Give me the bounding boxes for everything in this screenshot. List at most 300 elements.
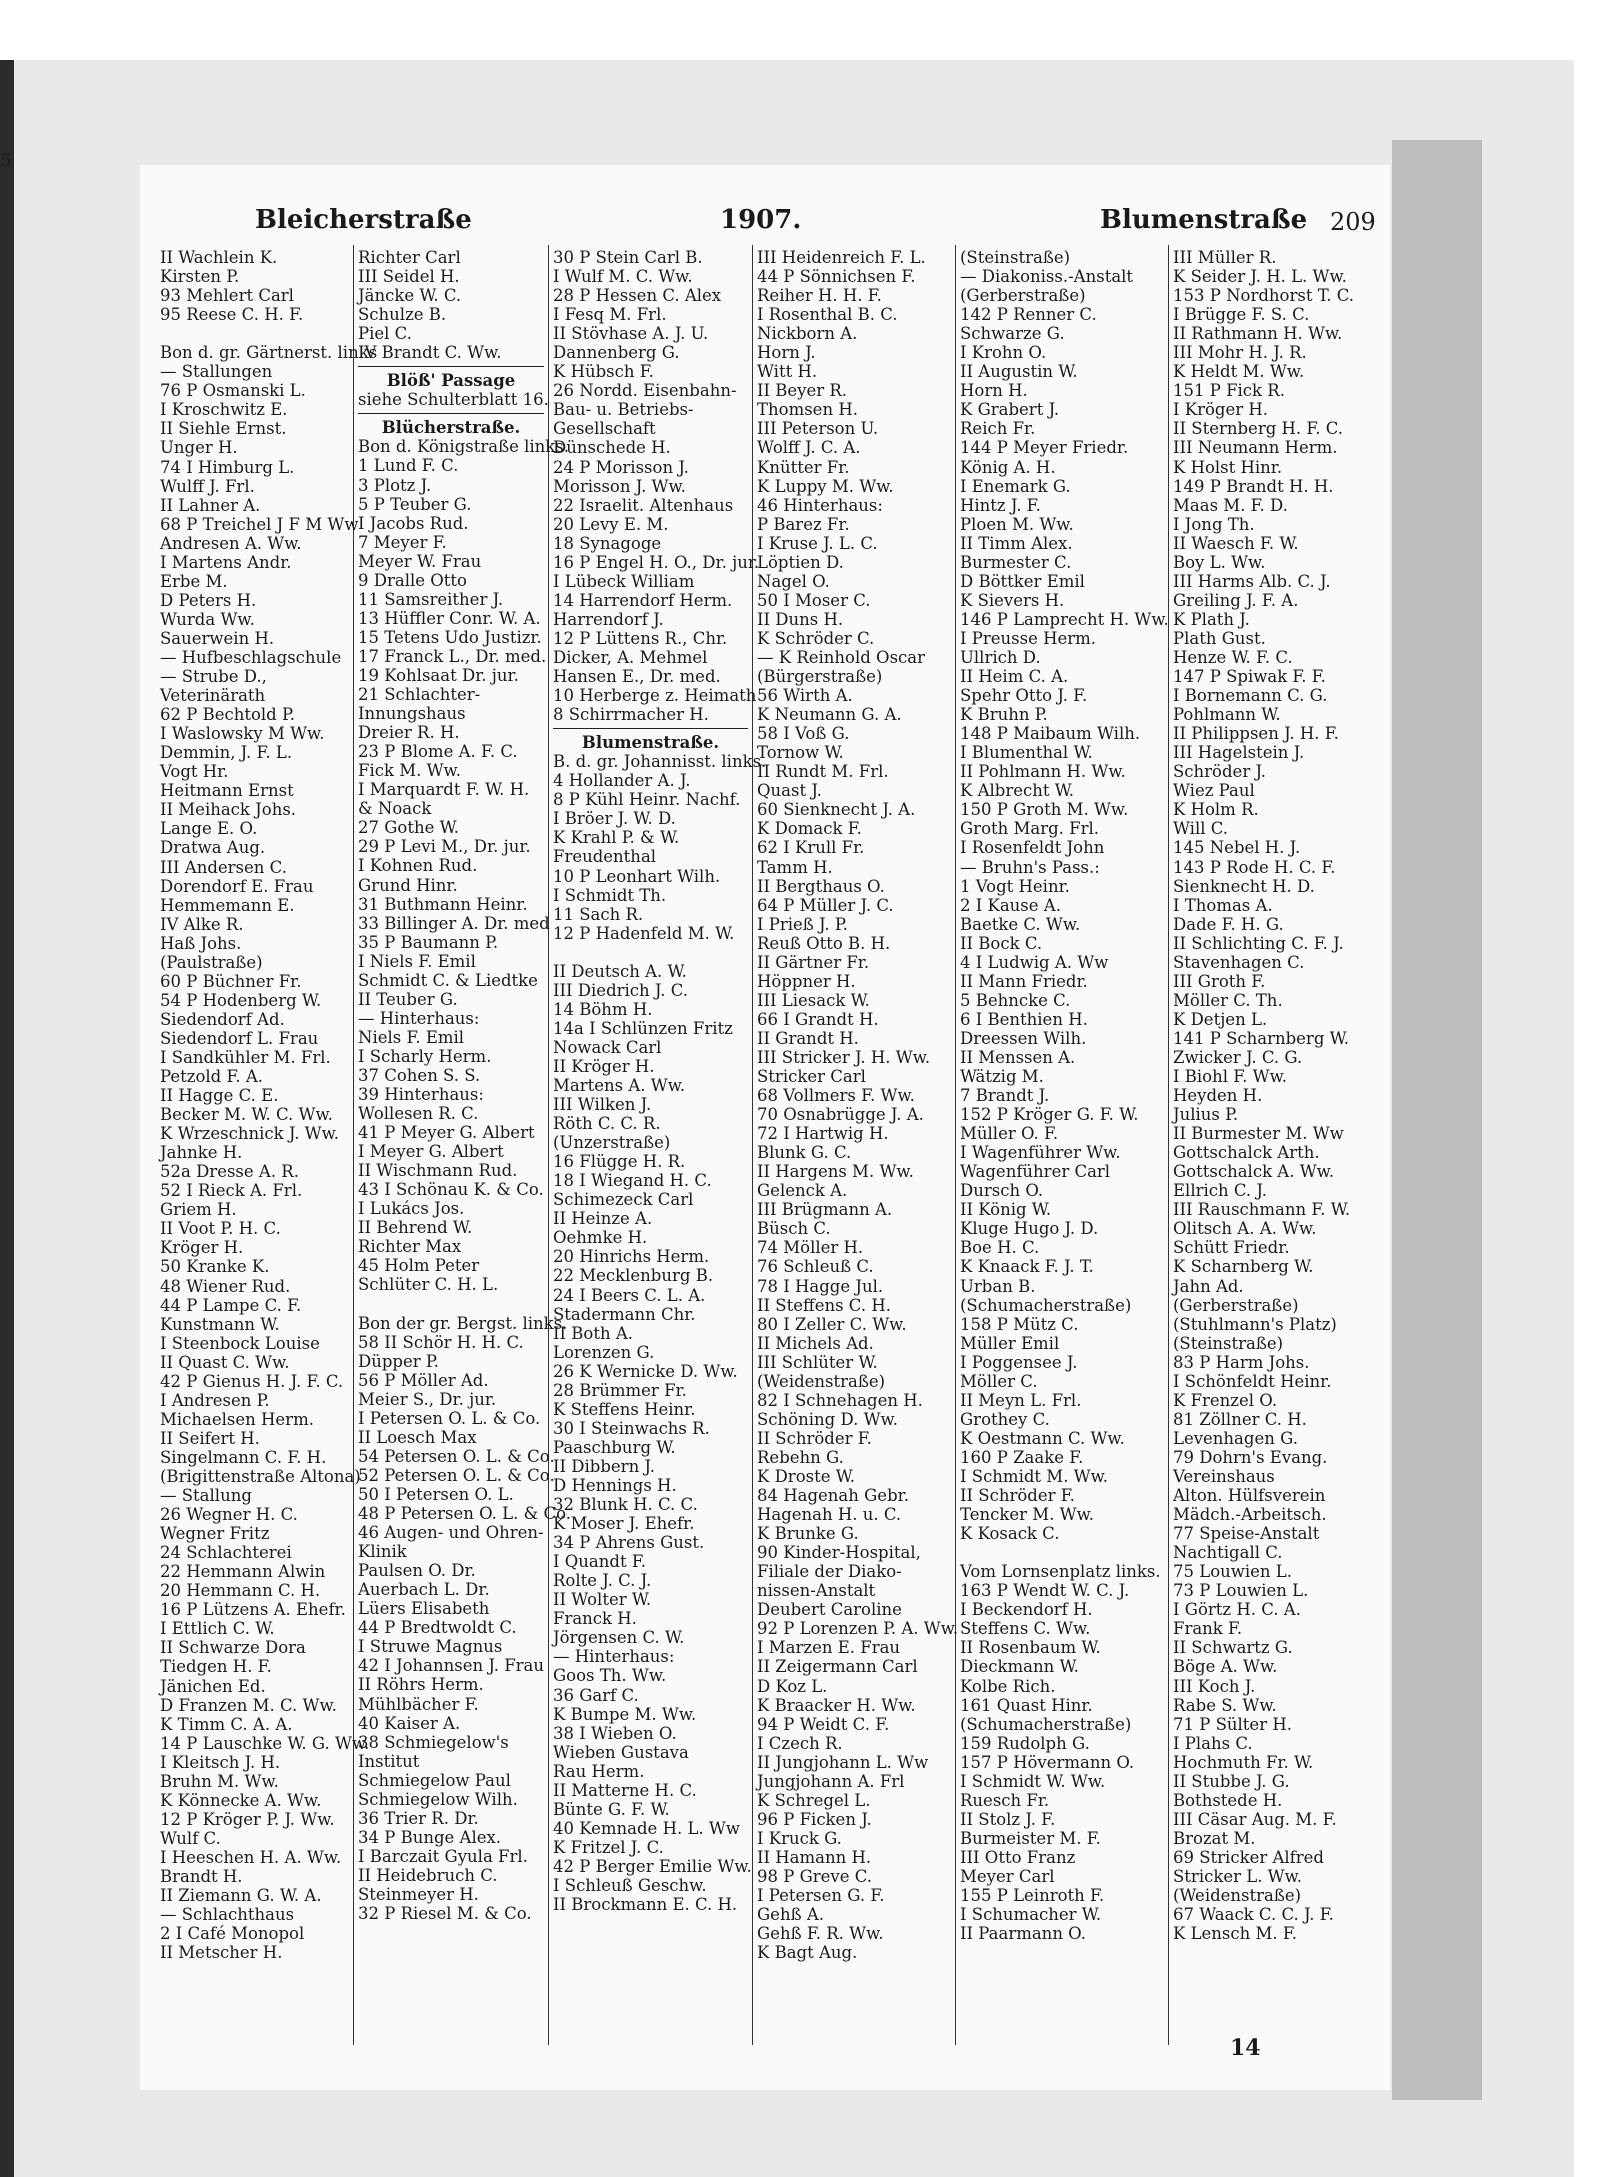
directory-entry: Wulf C.: [160, 1828, 221, 1848]
directory-entry: Jäncke W. C.: [358, 286, 462, 306]
directory-entry: Büsch C.: [757, 1219, 831, 1239]
directory-entry: Wolff J. C. A.: [757, 438, 861, 458]
directory-entry: Auerbach L. Dr.: [358, 1580, 490, 1600]
directory-entry: I Wagenführer Ww.: [960, 1143, 1121, 1163]
directory-entry: 15 Tetens Udo Justizr.: [358, 627, 542, 647]
directory-entry: III Groth F.: [1173, 971, 1266, 991]
directory-entry: 159 Rudolph G.: [960, 1733, 1090, 1753]
directory-entry: 50 I Moser C.: [757, 590, 871, 610]
directory-entry: Gottschalck Arth.: [1173, 1143, 1320, 1163]
directory-entry: I Martens Andr.: [160, 552, 292, 572]
directory-entry: 52a Dresse A. R.: [160, 1162, 299, 1182]
directory-entry: 54 Petersen O. L. & Co.: [358, 1446, 555, 1466]
directory-entry: Thomsen H.: [757, 400, 858, 420]
directory-entry: 56 Wirth A.: [757, 686, 853, 706]
directory-entry: 20 Hemmann C. H.: [160, 1581, 321, 1601]
directory-entry: Schmiegelow Paul: [358, 1770, 511, 1790]
directory-entry: II Burmester M. Ww: [1173, 1124, 1344, 1144]
directory-entry: Wagenführer Carl: [960, 1162, 1111, 1182]
directory-entry: Zwicker J. C. G.: [1173, 1047, 1303, 1067]
directory-entry: 66 I Grandt H.: [757, 1009, 879, 1029]
directory-entry: 5 P Teuber G.: [358, 494, 472, 514]
directory-entry: 38 Schmiegelow's: [358, 1732, 509, 1752]
directory-entry: Schütt Friedr.: [1173, 1238, 1290, 1258]
directory-column-1: [160, 248, 378, 1963]
directory-entry: 76 P Osmanski L.: [160, 381, 306, 401]
directory-entry: K Schröder C.: [757, 628, 875, 648]
directory-entry: 67 Waack C. C. J. F.: [1173, 1905, 1334, 1925]
directory-entry: (Bürgerstraße): [757, 667, 883, 687]
directory-entry: Wollesen R. C.: [358, 1104, 479, 1124]
directory-entry: & Noack: [358, 799, 432, 819]
directory-entry: Oehmke H.: [553, 1228, 648, 1248]
directory-entry: I Barczait Gyula Frl.: [358, 1846, 528, 1866]
directory-entry: II Heidebruch C.: [358, 1865, 498, 1885]
directory-entry: 28 P Hessen C. Alex: [553, 286, 722, 306]
directory-entry: Harrendorf J.: [553, 609, 664, 629]
directory-entry: Gehß F. R. Ww.: [757, 1924, 884, 1944]
directory-entry: 160 P Zaake F.: [960, 1447, 1084, 1467]
directory-entry: 84 Hagenah Gebr.: [757, 1486, 909, 1506]
directory-entry: K Lensch M. F.: [1173, 1924, 1298, 1944]
directory-entry: Gesellschaft: [553, 419, 656, 439]
directory-entry: K Heldt M. Ww.: [1173, 362, 1305, 382]
directory-entry: Tamm H.: [757, 857, 833, 877]
directory-entry: II Paarmann O.: [960, 1924, 1086, 1944]
directory-entry: (Steinstraße): [1173, 1333, 1284, 1353]
directory-entry: 20 Hinrichs Herm.: [553, 1247, 710, 1267]
directory-entry: Richter Carl: [358, 248, 461, 267]
directory-entry: 38 I Wieben O.: [553, 1723, 677, 1743]
directory-entry: 78 I Hagge Jul.: [757, 1276, 884, 1296]
directory-entry: 39 Hinterhaus:: [358, 1085, 484, 1105]
directory-entry: Mädch.-Arbeitsch.: [1173, 1505, 1327, 1525]
column-divider: [752, 245, 753, 2045]
directory-entry: 81 Zöllner C. H.: [1173, 1409, 1307, 1429]
directory-entry: II Timm Alex.: [960, 533, 1073, 553]
page-edge-shadow: [1392, 140, 1482, 2100]
directory-entry: K Kosack C.: [960, 1524, 1060, 1544]
directory-entry: D Peters H.: [160, 590, 257, 610]
directory-entry: (Stuhlmann's Platz): [1173, 1314, 1337, 1334]
directory-entry: II Rathmann H. Ww.: [1173, 324, 1343, 344]
directory-entry: 19 Kohlsaat Dr. jur.: [358, 665, 519, 685]
directory-entry: K Neumann G. A.: [757, 705, 902, 725]
directory-entry: K Seider J. H. L. Ww.: [1173, 267, 1347, 287]
directory-entry: 72 I Hartwig H.: [757, 1124, 889, 1144]
directory-entry: Tencker M. Ww.: [960, 1505, 1095, 1525]
directory-entry: Innungshaus: [358, 704, 466, 724]
directory-entry: II Dibbern J.: [553, 1456, 656, 1476]
directory-entry: 35 P Baumann P.: [358, 932, 499, 952]
directory-entry: Gottschalck A. Ww.: [1173, 1162, 1335, 1182]
directory-entry: Hagenah H. u. C.: [757, 1505, 902, 1525]
directory-entry: Horn H.: [960, 381, 1028, 401]
directory-entry: 82 I Schnehagen H.: [757, 1390, 923, 1410]
directory-entry: Dreessen Wilh.: [960, 1028, 1087, 1048]
directory-entry: 62 I Krull Fr.: [757, 838, 865, 858]
directory-entry: (Unzerstraße): [553, 1133, 671, 1153]
directory-entry: III Diedrich J. C.: [553, 980, 689, 1000]
street-heading: Blumenstraße.: [581, 733, 720, 753]
directory-entry: — Bruhn's Pass.:: [960, 857, 1100, 877]
directory-entry: Kolbe Rich.: [960, 1676, 1056, 1696]
directory-entry: (Gerberstraße): [1173, 1295, 1299, 1315]
directory-entry: Schlüter C. H. L.: [358, 1275, 499, 1295]
directory-entry: 10 Herberge z. Heimath: [553, 686, 757, 706]
directory-entry: II Wischmann Rud.: [358, 1161, 518, 1181]
directory-entry: K Holm R.: [1173, 800, 1259, 820]
directory-entry: 14 Harrendorf Herm.: [553, 590, 733, 610]
directory-entry: 1 Vogt Heinr.: [960, 876, 1070, 896]
directory-entry: K Brunke G.: [757, 1524, 859, 1544]
directory-entry: Richter Max: [358, 1237, 462, 1257]
directory-entry: Jörgensen C. W.: [553, 1628, 685, 1648]
directory-entry: Singelmann C. F. H.: [160, 1447, 327, 1467]
directory-entry: 93 Mehlert Carl: [160, 286, 294, 306]
directory-entry: II Michels Ad.: [757, 1333, 874, 1353]
directory-entry: II Both A.: [553, 1323, 634, 1343]
directory-entry: Siedendorf Ad.: [160, 1009, 285, 1029]
directory-entry: Kluge Hugo J. D.: [960, 1219, 1099, 1239]
directory-entry: 74 Möller H.: [757, 1238, 864, 1258]
directory-entry: Klinik: [358, 1542, 407, 1562]
directory-entry: 62 P Bechtold P.: [160, 705, 295, 725]
directory-entry: 2 I Kause A.: [960, 895, 1061, 915]
directory-entry: I Struwe Magnus: [358, 1637, 503, 1657]
directory-entry: 2 I Café Monopol: [160, 1924, 305, 1944]
directory-entry: Stavenhagen C.: [1173, 952, 1305, 972]
directory-entry: Reuß Otto B. H.: [757, 933, 891, 953]
directory-entry: — Strube D.,: [160, 667, 267, 687]
directory-entry: Unger H.: [160, 438, 238, 458]
directory-entry: III Heidenreich F. L.: [757, 248, 926, 267]
directory-entry: 94 P Weidt C. F.: [757, 1714, 890, 1734]
directory-entry: Wegner Fritz: [160, 1524, 270, 1544]
directory-entry: 80 I Zeller C. Ww.: [757, 1314, 907, 1334]
directory-entry: K Timm C. A. A.: [160, 1714, 293, 1734]
directory-entry: I Wulf M. C. Ww.: [553, 267, 693, 287]
directory-entry: II Augustin W.: [960, 362, 1078, 382]
directory-entry: Pohlmann W.: [1173, 705, 1281, 725]
directory-entry: II Grandt H.: [757, 1028, 859, 1048]
directory-entry: I Preusse Herm.: [960, 628, 1097, 648]
directory-entry: 11 Samsreither J.: [358, 589, 504, 609]
directory-entry: Blunk G. C.: [757, 1143, 852, 1163]
directory-entry: III Rauschmann F. W.: [1173, 1200, 1351, 1220]
directory-entry: 24 Schlachterei: [160, 1543, 292, 1563]
header-right-street: Blumenstraße: [1100, 205, 1308, 235]
directory-entry: I Beckendorf H.: [960, 1600, 1093, 1620]
directory-entry: Stricker L. Ww.: [1173, 1866, 1303, 1886]
directory-entry: Wätzig M.: [960, 1067, 1044, 1087]
directory-entry: Kirsten P.: [160, 267, 240, 287]
directory-entry: K Wrzeschnick J. Ww.: [160, 1124, 340, 1144]
directory-entry: Meyer W. Frau: [358, 551, 482, 571]
directory-entry: II Rosenbaum W.: [960, 1638, 1101, 1658]
directory-entry: K Braacker H. Ww.: [757, 1695, 916, 1715]
directory-entry: 43 I Schönau K. & Co.: [358, 1180, 544, 1200]
directory-entry: Witt H.: [757, 362, 818, 382]
directory-entry: II Wolter W.: [553, 1590, 652, 1610]
directory-entry: D Koz L.: [757, 1676, 828, 1696]
directory-entry: III Harms Alb. C. J.: [1173, 571, 1331, 591]
directory-entry: Erbe M.: [160, 571, 228, 591]
directory-entry: 30 P Stein Carl B.: [553, 248, 703, 267]
directory-entry: [553, 943, 748, 962]
directory-entry: I Petersen O. L. & Co.: [358, 1408, 541, 1428]
directory-entry: II Matterne H. C.: [553, 1780, 697, 1800]
directory-entry: 33 Billinger A. Dr. med: [358, 913, 550, 933]
directory-entry: Höppner H.: [757, 971, 856, 991]
directory-entry: Andresen A. Ww.: [160, 533, 302, 553]
directory-entry: II Bergthaus O.: [757, 876, 885, 896]
directory-entry: K Schregel L.: [757, 1790, 871, 1810]
directory-entry: Dratwa Aug.: [160, 838, 266, 858]
directory-entry: P Barez Fr.: [757, 514, 850, 534]
directory-entry: Lorenzen G.: [553, 1342, 655, 1362]
directory-entry: Rabe S. Ww.: [1173, 1695, 1277, 1715]
header-left-street: Bleicherstraße: [255, 205, 472, 235]
directory-entry: — Hufbeschlagschule: [160, 647, 342, 667]
directory-entry: I Petersen G. F.: [757, 1886, 885, 1906]
directory-entry: 16 P Engel H. O., Dr. jur.: [553, 552, 760, 572]
directory-entry: K Hübsch F.: [553, 362, 654, 382]
directory-entry: 60 P Büchner Fr.: [160, 971, 302, 991]
directory-entry: I Kroschwitz E.: [160, 400, 288, 420]
directory-entry: 34 P Ahrens Gust.: [553, 1533, 705, 1553]
directory-entry: Hintz J. F.: [960, 495, 1041, 515]
directory-entry: 4 Hollander A. J.: [553, 771, 691, 791]
directory-entry: Meyer Carl: [960, 1866, 1055, 1886]
directory-entry: I Jacobs Rud.: [358, 513, 469, 533]
directory-entry: II Pohlmann H. Ww.: [960, 762, 1126, 782]
directory-entry: 36 Trier R. Dr.: [358, 1808, 479, 1828]
directory-entry: I Schumacher W.: [960, 1905, 1102, 1925]
directory-entry: I Marquardt F. W. H.: [358, 780, 530, 800]
directory-entry: II Schröder F.: [960, 1486, 1075, 1506]
directory-column-5: [960, 248, 1169, 1944]
directory-entry: II Stolz J. F.: [960, 1809, 1056, 1829]
directory-entry: Freudenthal: [553, 847, 657, 867]
column-divider: [548, 245, 549, 2045]
directory-entry: I Rosenfeldt John: [960, 838, 1105, 858]
directory-entry: Urban B.: [960, 1276, 1036, 1296]
directory-entry: 68 Vollmers F. Ww.: [757, 1086, 915, 1106]
directory-entry: 155 P Leinroth F.: [960, 1886, 1105, 1906]
directory-entry: 56 P Möller Ad.: [358, 1370, 489, 1390]
directory-entry: K Bruhn P.: [960, 705, 1048, 725]
directory-entry: I Kruse J. L. C.: [757, 533, 878, 553]
directory-entry: 150 P Groth M. Ww.: [960, 800, 1129, 820]
directory-entry: (Brigittenstraße Altona): [160, 1467, 361, 1486]
directory-entry: Wurda Ww.: [160, 609, 255, 629]
directory-entry: III Neumann Herm.: [1173, 438, 1338, 458]
directory-entry: Dannenberg G.: [553, 343, 680, 363]
directory-entry: Burmeister M. F.: [960, 1828, 1101, 1848]
directory-entry: Rau Herm.: [553, 1761, 645, 1781]
directory-entry: — Diakoniss.-Anstalt: [960, 267, 1134, 287]
directory-entry: Lüers Elisabeth: [358, 1599, 490, 1619]
directory-entry: I Schmidt Th.: [553, 885, 667, 905]
directory-entry: (Weidenstraße): [757, 1371, 886, 1391]
directory-entry: Wieben Gustava: [553, 1742, 689, 1762]
directory-entry: Vom Lornsenplatz links.: [960, 1562, 1161, 1582]
directory-entry: II Heim C. A.: [960, 667, 1069, 687]
directory-entry: Hansen E., Dr. med.: [553, 667, 721, 687]
directory-entry: Lange E. O.: [160, 819, 258, 839]
directory-entry: III Hagelstein J.: [1173, 743, 1305, 763]
directory-entry: Bünte G. F. W.: [553, 1799, 670, 1819]
directory-entry: 77 Speise-Anstalt: [1173, 1524, 1320, 1544]
directory-entry: Morisson J. Ww.: [553, 476, 686, 496]
directory-entry: Siedendorf L. Frau: [160, 1028, 319, 1048]
directory-entry: Paaschburg W.: [553, 1437, 676, 1457]
directory-entry: K Bumpe M. Ww.: [553, 1704, 697, 1724]
directory-entry: 98 P Greve C.: [757, 1866, 873, 1886]
directory-entry: II Teuber G.: [358, 989, 458, 1009]
directory-entry: Filiale der Diako-: [757, 1562, 902, 1582]
directory-entry: Möller C.: [960, 1371, 1038, 1391]
left-page-shadow: [0, 60, 14, 2177]
directory-entry: I Waslowsky M Ww.: [160, 724, 325, 744]
directory-entry: Will C.: [1173, 819, 1229, 839]
directory-entry: III Brügmann A.: [757, 1200, 893, 1220]
directory-entry: Frank F.: [1173, 1619, 1243, 1639]
directory-entry: I Czech R.: [757, 1733, 843, 1753]
directory-entry: Schwarze G.: [960, 324, 1065, 344]
directory-entry: Stricker Carl: [757, 1067, 866, 1087]
directory-entry: 26 K Wernicke D. Ww.: [553, 1361, 738, 1381]
directory-entry: Bon d. Königstraße links.: [358, 437, 570, 457]
street-heading: Blöß' Passage: [386, 371, 516, 391]
directory-entry: 16 Flügge H. R.: [553, 1152, 686, 1172]
directory-entry: D Böttker Emil: [960, 571, 1085, 591]
directory-entry: I Bornemann C. G.: [1173, 686, 1328, 706]
directory-entry: Boy L. Ww.: [1173, 552, 1266, 572]
directory-entry: 22 Mecklenburg B.: [553, 1266, 714, 1286]
directory-entry: 32 Blunk H. C. C.: [553, 1495, 698, 1515]
directory-entry: Rebehn G.: [757, 1447, 844, 1467]
directory-entry: Olitsch A. A. Ww.: [1173, 1219, 1317, 1239]
directory-entry: II Schwartz G.: [1173, 1638, 1293, 1658]
directory-entry: I Lukács Jos.: [358, 1199, 465, 1219]
directory-entry: I Enemark G.: [960, 476, 1071, 496]
left-page-fragment: [0, 150, 14, 176]
directory-entry: 158 P Mütz C.: [960, 1314, 1079, 1334]
directory-entry: I Kohnen Rud.: [358, 856, 478, 876]
directory-entry: [358, 1295, 544, 1314]
directory-entry: 16 P Lützens A. Ehefr.: [160, 1600, 346, 1620]
directory-entry: Alton. Hülfsverein: [1173, 1486, 1326, 1506]
directory-entry: Schmidt C. & Liedtke: [358, 970, 538, 990]
directory-entry: 153 P Nordhorst T. C.: [1173, 286, 1355, 306]
directory-entry: Institut: [358, 1751, 420, 1771]
directory-entry: III Müller R.: [1173, 248, 1277, 267]
directory-entry: 161 Quast Hinr.: [960, 1695, 1093, 1715]
directory-entry: III Stricker J. H. Ww.: [757, 1047, 931, 1067]
directory-entry: 48 P Petersen O. L. & Co.: [358, 1504, 572, 1524]
directory-entry: 28 Brümmer Fr.: [553, 1380, 687, 1400]
street-heading: Blücherstraße.: [381, 418, 521, 438]
directory-entry: III Koch J.: [1173, 1676, 1256, 1696]
directory-entry: 14 Böhm H.: [553, 999, 653, 1019]
directory-entry: I Heeschen H. A. Ww.: [160, 1847, 342, 1867]
directory-entry: I Görtz H. C. A.: [1173, 1600, 1301, 1620]
directory-entry: Sienknecht H. D.: [1173, 876, 1315, 896]
directory-entry: I Scharly Herm.: [358, 1046, 492, 1066]
directory-entry: (Schumacherstraße): [960, 1714, 1132, 1734]
directory-entry: Nachtigall C.: [1173, 1543, 1283, 1563]
directory-entry: Baetke C. Ww.: [960, 914, 1081, 934]
directory-entry: I Quandt F.: [553, 1552, 646, 1572]
directory-entry: 14a I Schlünzen Fritz: [553, 1018, 733, 1038]
directory-entry: Maas M. F. D.: [1173, 495, 1288, 515]
directory-entry: Boe H. C.: [960, 1238, 1040, 1258]
directory-entry: Kunstmann W.: [160, 1314, 280, 1334]
directory-entry: Gehß A.: [757, 1905, 824, 1925]
directory-entry: K Frenzel O.: [1173, 1390, 1278, 1410]
directory-entry: I Fesq M. Frl.: [553, 305, 667, 325]
directory-entry: 7 Brandt J.: [960, 1086, 1050, 1106]
directory-entry: II Beyer R.: [757, 381, 848, 401]
directory-entry: Bothstede H.: [1173, 1790, 1283, 1810]
directory-entry: Piel C.: [358, 324, 412, 344]
directory-entry: (Steinstraße): [960, 248, 1071, 267]
directory-entry: III Peterson U.: [757, 419, 879, 439]
directory-entry: III Wilken J.: [553, 1095, 652, 1115]
directory-entry: 73 P Louwien L.: [1173, 1581, 1309, 1601]
directory-entry: 151 P Fick R.: [1173, 381, 1285, 401]
directory-entry: Heyden H.: [1173, 1086, 1263, 1106]
directory-entry: II Stövhase A. J. U.: [553, 324, 709, 344]
directory-entry: Michaelsen Herm.: [160, 1409, 314, 1429]
directory-entry: II Sternberg H. F. C.: [1173, 419, 1344, 439]
directory-entry: — K Reinhold Oscar: [757, 647, 926, 667]
directory-entry: II Schwarze Dora: [160, 1638, 306, 1658]
directory-column-6: [1173, 248, 1383, 1943]
directory-entry: Möller C. Th.: [1173, 990, 1283, 1010]
directory-entry: 42 P Berger Emilie Ww.: [553, 1856, 752, 1876]
directory-entry: II Hargens M. Ww.: [757, 1162, 914, 1182]
directory-entry: siehe Schulterblatt 16.: [358, 390, 549, 410]
directory-entry: III Mohr H. J. R.: [1173, 343, 1307, 363]
directory-entry: I Blumenthal W.: [960, 743, 1093, 763]
directory-entry: 52 I Rieck A. Frl.: [160, 1181, 303, 1201]
directory-entry: Hochmuth Fr. W.: [1173, 1752, 1314, 1772]
directory-entry: Ullrich D.: [960, 647, 1041, 667]
directory-entry: 42 P Gienus H. J. F. C.: [160, 1371, 344, 1391]
directory-entry: Böge A. Ww.: [1173, 1657, 1278, 1677]
directory-entry: — Schlachthaus: [160, 1905, 295, 1925]
directory-entry: Ellrich C. J.: [1173, 1181, 1267, 1201]
directory-entry: Hemmemann E.: [160, 895, 295, 915]
directory-entry: II Schröder F.: [757, 1428, 872, 1448]
directory-entry: K Luppy M. Ww.: [757, 476, 894, 496]
directory-entry: Jänichen Ed.: [160, 1676, 266, 1696]
column-divider: [955, 245, 956, 2045]
directory-entry: Rolte J. C. J.: [553, 1571, 652, 1591]
directory-column-4: [757, 248, 959, 1963]
directory-entry: 26 Wegner H. C.: [160, 1505, 298, 1525]
directory-entry: Wiez Paul: [1173, 781, 1255, 801]
directory-entry: Goos Th. Ww.: [553, 1666, 667, 1686]
directory-entry: Knütter Fr.: [757, 457, 850, 477]
directory-entry: I Kleitsch J. H.: [160, 1752, 281, 1772]
directory-entry: D Hennings H.: [553, 1476, 677, 1495]
directory-entry: 60 Sienknecht J. A.: [757, 800, 916, 820]
directory-entry: Ruesch Fr.: [960, 1790, 1050, 1810]
